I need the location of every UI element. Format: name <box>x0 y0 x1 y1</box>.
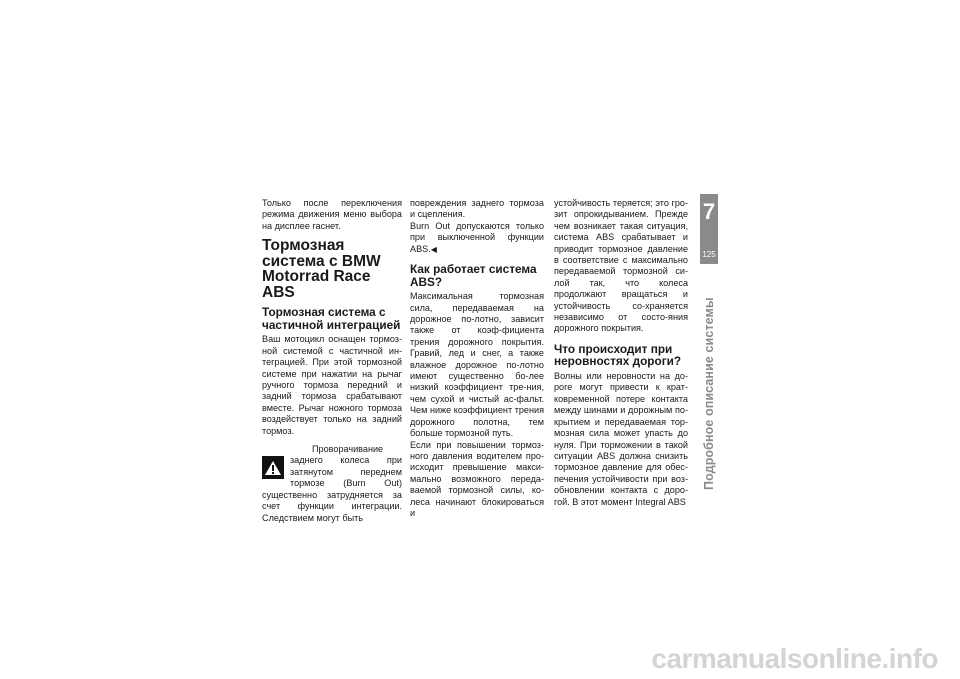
burnout-text: Burn Out допускаются только при выключенной функции ABS. <box>410 220 544 254</box>
intro-paragraph: Только после переключения режима движения меню выбора на дисплее гаснет. <box>262 198 402 231</box>
warning-triangle-icon <box>262 456 284 479</box>
abs-paragraph-2: Если при повышении тормоз-ного давления водителем про-исходит превышение макси-мально возможного переда-ваемой тормозной силы, ко-леса начинают блокироваться и <box>410 439 544 518</box>
column-3 <box>554 198 688 508</box>
unevenness-paragraph: Волны или неровности на до-роге могут привести к крат-ковременной потере контакта между шинами и дорожным по-крытием и передаваемая тор-мозная сила может упасть до нуля. При торможении в такой ситуации ABS должна снизить тормозное давление для обес-печения устойчивости при воз-обновлении контакта с доро-гой. В этот момент Integral ABS <box>554 371 688 507</box>
abs-paragraph-1: Максимальная тормозная сила, передаваемая на дорожное по-лотно, зависит также от коэф-фициента трения дорожного покрытия. Гравий, лед и снег, а также влажное дорожное по-лотно имеют существенно бо-лее низкий коэффициент тре-ния, чем сухой и чистый ас-фальт. Чем ниже коэффициент трения дорожного полотна, тем больше тормозной путь. <box>410 291 544 439</box>
column-2 <box>410 198 544 519</box>
continued-paragraph: повреждения заднего тормоза и сцепления. <box>410 198 544 220</box>
end-mark-icon: ◀ <box>430 244 437 254</box>
subheading-road-unevenness: Что происходит при неровностях дороги? <box>554 341 682 369</box>
warning-block <box>262 444 402 524</box>
partial-integration-paragraph: Ваш мотоцикл оснащен тормоз-ной системой с частичной ин-теграцией. При этой тормозной системе при нажатии на рычаг ручного тормоза передний и задний тормоза срабатывают вместе. Рычаг ножного тормоза воздействует только на задний тормоз. <box>262 334 402 436</box>
page-number: 125 <box>702 250 716 259</box>
chapter-number: 7 <box>702 199 716 224</box>
column-1 <box>262 198 402 524</box>
subheading-how-abs-works: Как работает система ABS? <box>410 262 537 289</box>
watermark: carmanualsonline.info <box>651 643 938 674</box>
section-heading-race-abs: Тормозная система с BMW Motorrad Race ABS <box>262 237 381 301</box>
warning-text: Проворачивание заднего колеса при затянутом переднем тормозе (Burn Out) существенно затрудняется за счет функции интеграции. Следствием могут быть <box>262 444 402 523</box>
subheading-partial-integration: Тормозная система с частичной интеграцией <box>262 305 401 332</box>
stability-paragraph: устойчивость теряется; это гро-зит опрокидыванием. Прежде чем возникает такая ситуация, система ABS срабатывает и приводит тормозное давление в соответствие с максимально передаваемой тормозной си-лой так, что колеса продолжают вращаться и устойчивость со-храняется независимо от состо-яния дорожного покрытия. <box>554 198 688 334</box>
burnout-paragraph <box>410 221 544 255</box>
chapter-side-title: Подробное описание системы <box>702 297 716 490</box>
